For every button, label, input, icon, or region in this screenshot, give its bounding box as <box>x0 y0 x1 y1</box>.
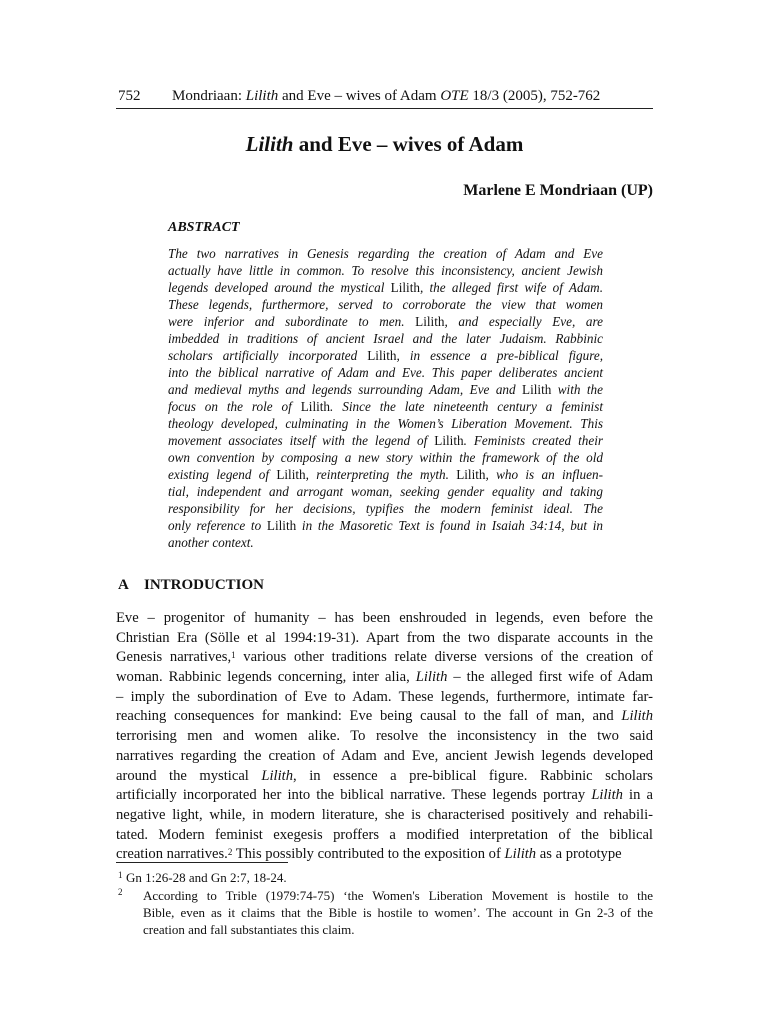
section-heading: A INTRODUCTION <box>118 577 265 593</box>
body-line: narratives regarding the creation of Adam and Eve, ancient Jewish legends developed <box>116 747 653 764</box>
paper-title: Lilith and Eve – wives of Adam <box>245 132 524 156</box>
body-line: woman. Rabbinic legends concerning, inter alia, Lilith – the alleged first wife of Adam <box>116 669 653 686</box>
body-line: Eve – progenitor of humanity – has been enshrouded in legends, even before the <box>116 610 653 626</box>
page-number: 752 <box>118 88 141 104</box>
abstract-line: scholars artificially incorporated Lilith, in essence a pre-biblical figure, <box>168 348 603 363</box>
footnote-line: Bible, even as it claims that the Bible is hostile to women’. The account in Gn 2-3 of the <box>143 905 653 920</box>
abstract-line: existing legend of Lilith, reinterpreting the myth. Lilith, who is an influen- <box>168 467 603 482</box>
abstract-line: movement associates itself with the legend of Lilith. Feminists created their <box>168 433 603 448</box>
abstract-line: and medieval myths and legends surrounding Adam, Eve and Lilith with the <box>168 382 603 397</box>
footnote-line: creation and fall substantiates this claim. <box>143 922 355 937</box>
body-line: artificially incorporated her into the biblical narrative. These legends portray Lilith in a <box>116 787 653 804</box>
abstract-line: tial, independent and arrogant woman, seeking gender equality and taking <box>168 484 603 499</box>
author-line: Marlene E Mondriaan (UP) <box>463 182 653 199</box>
body-line: reaching consequences for mankind: Eve being causal to the fall of man, and Lilith <box>116 708 653 725</box>
abstract-line: actually have little in common. To resolve this inconsistency, ancient Jewish <box>168 263 603 278</box>
running-head: Mondriaan: Lilith and Eve – wives of Adam OTE 18/3 (2005), 752-762 <box>172 88 601 104</box>
abstract-heading: ABSTRACT <box>168 220 240 235</box>
abstract-line: imbedded in traditions of ancient Israel and the later Judaism. Rabbinic <box>168 331 603 346</box>
body-line: creation narratives.$^2$ This possibly contributed to the exposition of Lilith as a prototype <box>116 846 622 863</box>
abstract-line: These legends, furthermore, served to corroborate the view that women <box>168 297 603 312</box>
footnote-marker: 1 <box>118 870 123 880</box>
footnote-text: Gn 1:26-28 and Gn 2:7, 18-24. <box>126 870 287 885</box>
abstract-line: only reference to Lilith in the Masoretic Text is found in Isaiah 34:14, but in <box>168 518 604 533</box>
abstract-line: theology developed, culminating in the Women’s Liberation Movement. This <box>168 416 603 431</box>
body-line: around the mystical Lilith, in essence a pre-biblical figure. Rabbinic scholars <box>116 767 653 784</box>
footnote-ref: 2 <box>227 847 233 858</box>
abstract-line: into the biblical narrative of Adam and Eve. This paper deliberates ancient <box>168 365 603 380</box>
body-line: terrorising men and women alike. To resolve the inconsistency in the two said <box>116 728 653 745</box>
footnote-ref: 1 <box>231 650 236 661</box>
abstract-line: focus on the role of Lilith. Since the late nineteenth century a feminist <box>168 399 603 414</box>
body-line: negative light, while, in modern literature, she is characterised positively and rehabili- <box>116 806 653 823</box>
footnote-marker: 2 <box>118 887 123 897</box>
body-text <box>116 609 653 865</box>
running-header <box>116 88 653 109</box>
abstract-line: responsibility for her decisions, typifies the modern feminist ideal. The <box>168 501 603 516</box>
footnote-text <box>143 887 653 938</box>
abstract-line: another context. <box>168 535 254 550</box>
abstract-text <box>168 245 603 551</box>
abstract-line: The two narratives in Genesis regarding the creation of Adam and Eve <box>168 246 603 261</box>
footnote-rule <box>116 862 288 863</box>
body-line: tated. Modern feminist exegesis proffers a modified interpretation of the biblical <box>116 826 653 843</box>
abstract-line: were inferior and subordinate to men. Lilith, and especially Eve, are <box>168 314 604 329</box>
body-line: – imply the subordination of Eve to Adam. These legends, furthermore, intimate far- <box>116 688 653 705</box>
footnote-line: According to Trible (1979:74-75) ‘the Women's Liberation Movement is hostile to the <box>143 888 653 903</box>
abstract-line: own convention by composing a new story within the framework of the old <box>168 450 603 465</box>
abstract-line: legends developed around the mystical Lilith, the alleged first wife of Adam. <box>168 280 603 295</box>
body-line: Genesis narratives,$^1$ various other traditions relate diverse versions of the creation of <box>116 649 653 666</box>
body-line: Christian Era (Sölle et al 1994:19-31). Apart from the two disparate accounts in the <box>116 629 653 646</box>
